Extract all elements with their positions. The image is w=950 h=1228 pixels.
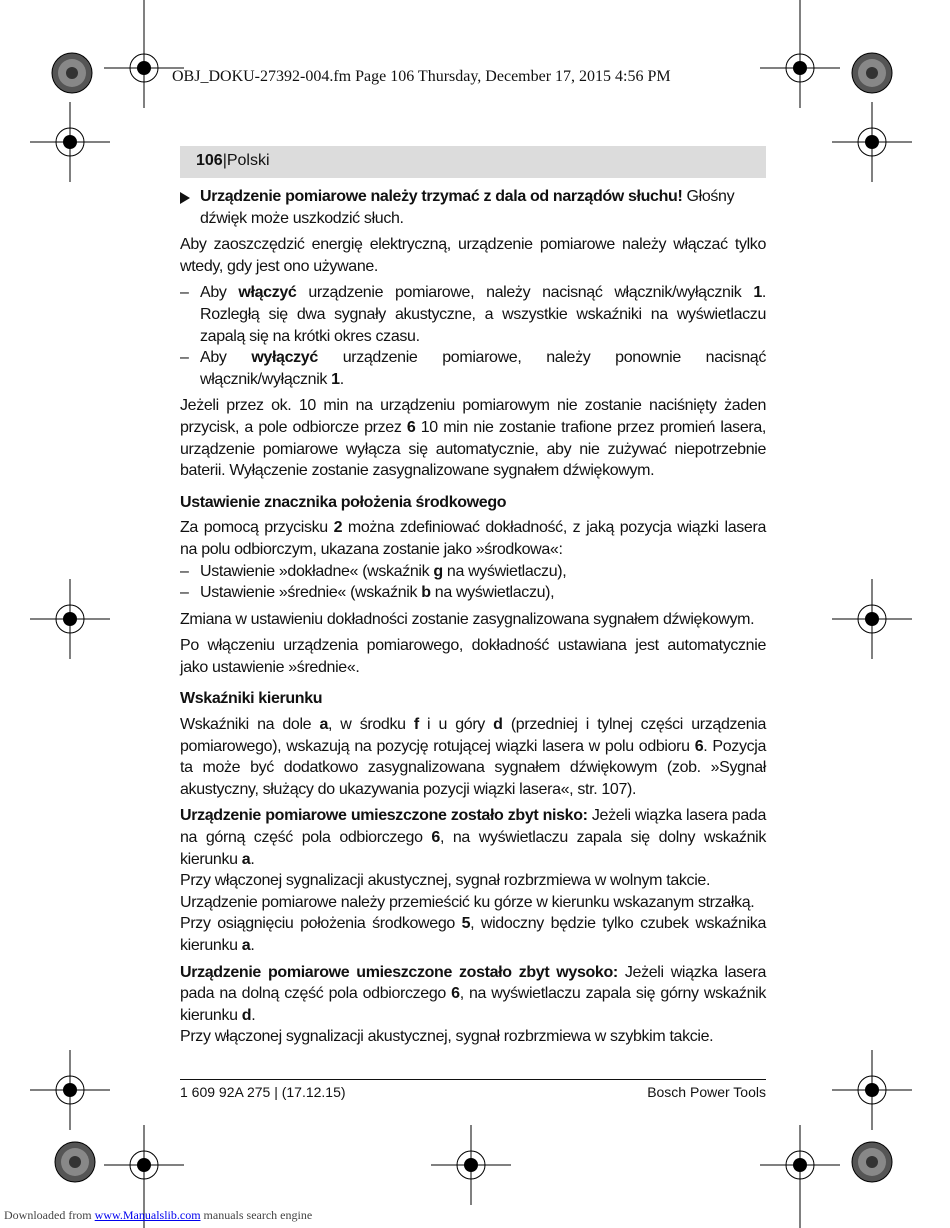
too-low-paragraph: Urządzenie pomiarowe umieszczone zostało zbyt nisko: Jeżeli wiązka lasera pada na górną część pola odbiorczego 6, na wyświetlaczu zapala się dolny wskaźnik kierunku a. Przy włączonej sygnalizacji akustycznej, sygnał rozbrzmiewa w wolnym takcie. Urządzenie pomiarowe należy przemieścić ku górze w kierunku wskazanym strzałką. Przy osiągnięciu położenia środkowego 5, widoczny będzie tylko czubek wskaźnika kierunku a. — [180, 807, 766, 954]
manualslib-link[interactable]: www.Manualslib.com — [94, 1208, 201, 1222]
warning-bold: Urządzenie pomiarowe należy trzymać z dala od narządów słuchu! — [200, 188, 683, 205]
download-notice: Downloaded from www.Manualslib.com manuals search engine — [4, 1208, 313, 1222]
print-slug: OBJ_DOKU-27392-004.fm Page 106 Thursday, December 17, 2015 4:56 PM — [172, 68, 671, 85]
list-item-precise: – Ustawienie »dokładne« (wskaźnik g na wyświetlaczu), — [180, 562, 567, 580]
triangle-bullet-icon — [180, 192, 190, 204]
section-heading-center-marker: Ustawienie znacznika położenia środkowego — [180, 493, 507, 511]
registration-mark-icon — [30, 579, 110, 659]
precision-change-paragraph: Zmiana w ustawieniu dokładności zostanie zasygnalizowana sygnałem dźwiękowym. — [180, 610, 755, 628]
star-target-icon — [52, 53, 92, 93]
registration-mark-icon — [832, 102, 912, 182]
registration-mark-icon — [832, 579, 912, 659]
default-precision-paragraph: Po włączeniu urządzenia pomiarowego, dokładność ustawiana jest automatycznie jako ustawienie »średnie«. — [180, 637, 766, 676]
energy-paragraph: Aby zaoszczędzić energię elektryczną, urządzenie pomiarowe należy włączać tylko wtedy, gdy jest ono używane. — [180, 236, 766, 275]
page-number: 106 — [196, 152, 223, 169]
warning-bullet — [180, 186, 766, 229]
auto-off-paragraph: Jeżeli przez ok. 10 min na urządzeniu pomiarowym nie zostanie naciśnięty żaden przycisk, a pole odbiorcze przez 6 10 min nie zostanie trafione przez promień lasera, urządzenie pomiarowe wyłącza się automatycznie, aby nie zużywać niepotrzebnie baterii. Wyłączenie zostanie zasygnalizowane sygnałem dźwiękowym. — [180, 397, 766, 480]
star-target-icon — [852, 1142, 892, 1182]
too-high-paragraph: Urządzenie pomiarowe umieszczone zostało zbyt wysoko: Jeżeli wiązka lasera pada na dolną część pola odbiorczego 6, na wyświetlaczu zapala się górny wskaźnik kierunku d. Przy włączonej sygnalizacji akustycznej, sygnał rozbrzmiewa w szybkim takcie. — [180, 963, 766, 1046]
list-item-switch-on: – Aby włączyć urządzenie pomiarowe, należy nacisnąć włącznik/wyłącznik 1. Rozległą się dwa sygnały akustyczne, a wszystkie wskaźniki na wyświetlaczu zapalą się na krótki okres czasu. — [180, 284, 766, 345]
page-header — [180, 146, 766, 178]
list-item-medium: – Ustawienie »średnie« (wskaźnik b na wyświetlaczu), — [180, 584, 555, 602]
star-target-icon — [55, 1142, 95, 1182]
registration-mark-icon — [760, 1125, 840, 1205]
center-marker-paragraph: Za pomocą przycisku 2 można zdefiniować dokładność, z jaką pozycja wiązki lasera na polu odbiorczym, ukazana zostanie jako »środkowa«: — [180, 519, 766, 558]
header-language: Polski — [226, 152, 270, 169]
direction-paragraph: Wskaźniki na dole a, w środku f i u góry d (przedniej i tylnej części urządzenia pomiarowego), wskazują na pozycję rotującej wiązki lasera w polu odbioru 6. Pozycja ta może być dodatkowo zasygnalizowana sygnałem dźwiękowym (zob. »Sygnał akustyczny, służący do ukazywania pozycji wiązki lasera«, str. 107). — [180, 716, 766, 798]
footer-rule — [180, 1079, 766, 1080]
registration-mark-icon — [104, 1125, 184, 1205]
registration-mark-icon — [30, 1050, 110, 1130]
footer-document-number: 1 609 92A 275 | (17.12.15) — [180, 1084, 346, 1100]
list-item-switch-off: – Aby wyłączyć urządzenie pomiarowe, należy ponownie nacisnąć włącznik/wyłącznik 1. — [180, 349, 766, 388]
page-body — [180, 186, 766, 1053]
registration-mark-icon — [30, 102, 110, 182]
section-heading-direction: Wskaźniki kierunku — [180, 690, 323, 708]
warning-text: Głośny dźwięk może uszkodzić słuch. — [200, 188, 735, 227]
star-target-icon — [852, 53, 892, 93]
footer-brand: Bosch Power Tools — [647, 1084, 766, 1100]
registration-mark-icon — [431, 1125, 511, 1205]
registration-mark-icon — [832, 1050, 912, 1130]
header-separator: | — [222, 152, 227, 169]
registration-mark-icon — [760, 28, 840, 108]
